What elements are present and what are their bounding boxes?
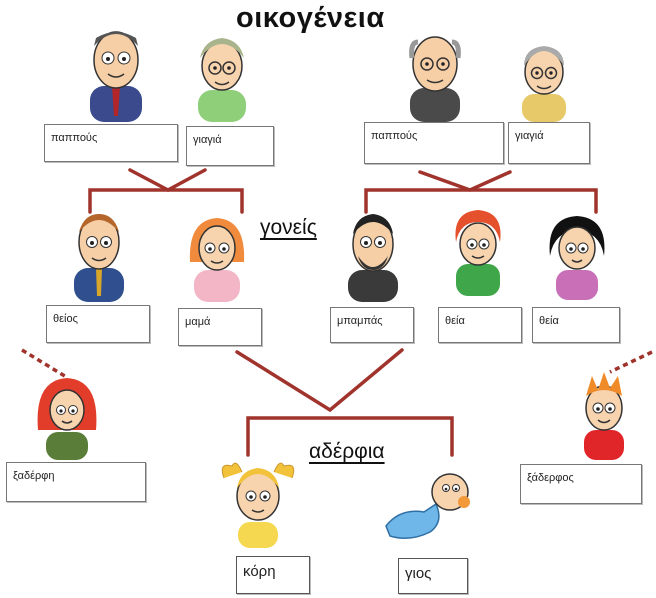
mom-figure: [184, 212, 250, 302]
grandmother-right-figure: [514, 40, 574, 122]
box-uncle: θείος: [46, 305, 150, 343]
daughter-figure: [218, 456, 298, 548]
aunt-1-figure: [448, 206, 508, 296]
box-daughter: κόρη: [236, 556, 310, 594]
box-grandmother-left: γιαγιά: [186, 126, 274, 166]
box-aunt-2: θεία: [532, 307, 620, 343]
son-figure: [380, 468, 480, 548]
uncle-figure: [66, 208, 132, 302]
grandmother-left-figure: [190, 30, 254, 122]
cousin-male-figure: [574, 368, 634, 460]
box-son: γιος: [398, 558, 468, 594]
box-aunt-1: θεία: [438, 307, 522, 343]
tree-line-left-grandparents: [130, 170, 205, 190]
box-dad: μπαμπάς: [330, 307, 414, 343]
page-title: οικογένεια: [236, 2, 385, 34]
parents-label: γονείς: [260, 216, 317, 239]
box-grandfather-left: παππούς: [44, 124, 178, 162]
grandfather-left-figure: [80, 24, 152, 122]
box-cousin-female: ξαδέρφη: [6, 462, 146, 502]
grandfather-right-figure: [400, 28, 470, 122]
aunt-2-figure: [544, 212, 610, 300]
cousin-female-figure: [34, 374, 100, 460]
siblings-label: αδέρφια: [309, 440, 385, 463]
box-grandfather-right: παππούς: [364, 122, 504, 164]
tree-line-right-grandparents: [420, 172, 510, 190]
box-mom: μαμά: [178, 308, 262, 346]
box-grandmother-right: γιαγιά: [508, 122, 590, 164]
dad-figure: [340, 208, 406, 302]
tree-line-parents: [237, 350, 402, 410]
box-cousin-male: ξάδερφος: [520, 464, 642, 504]
